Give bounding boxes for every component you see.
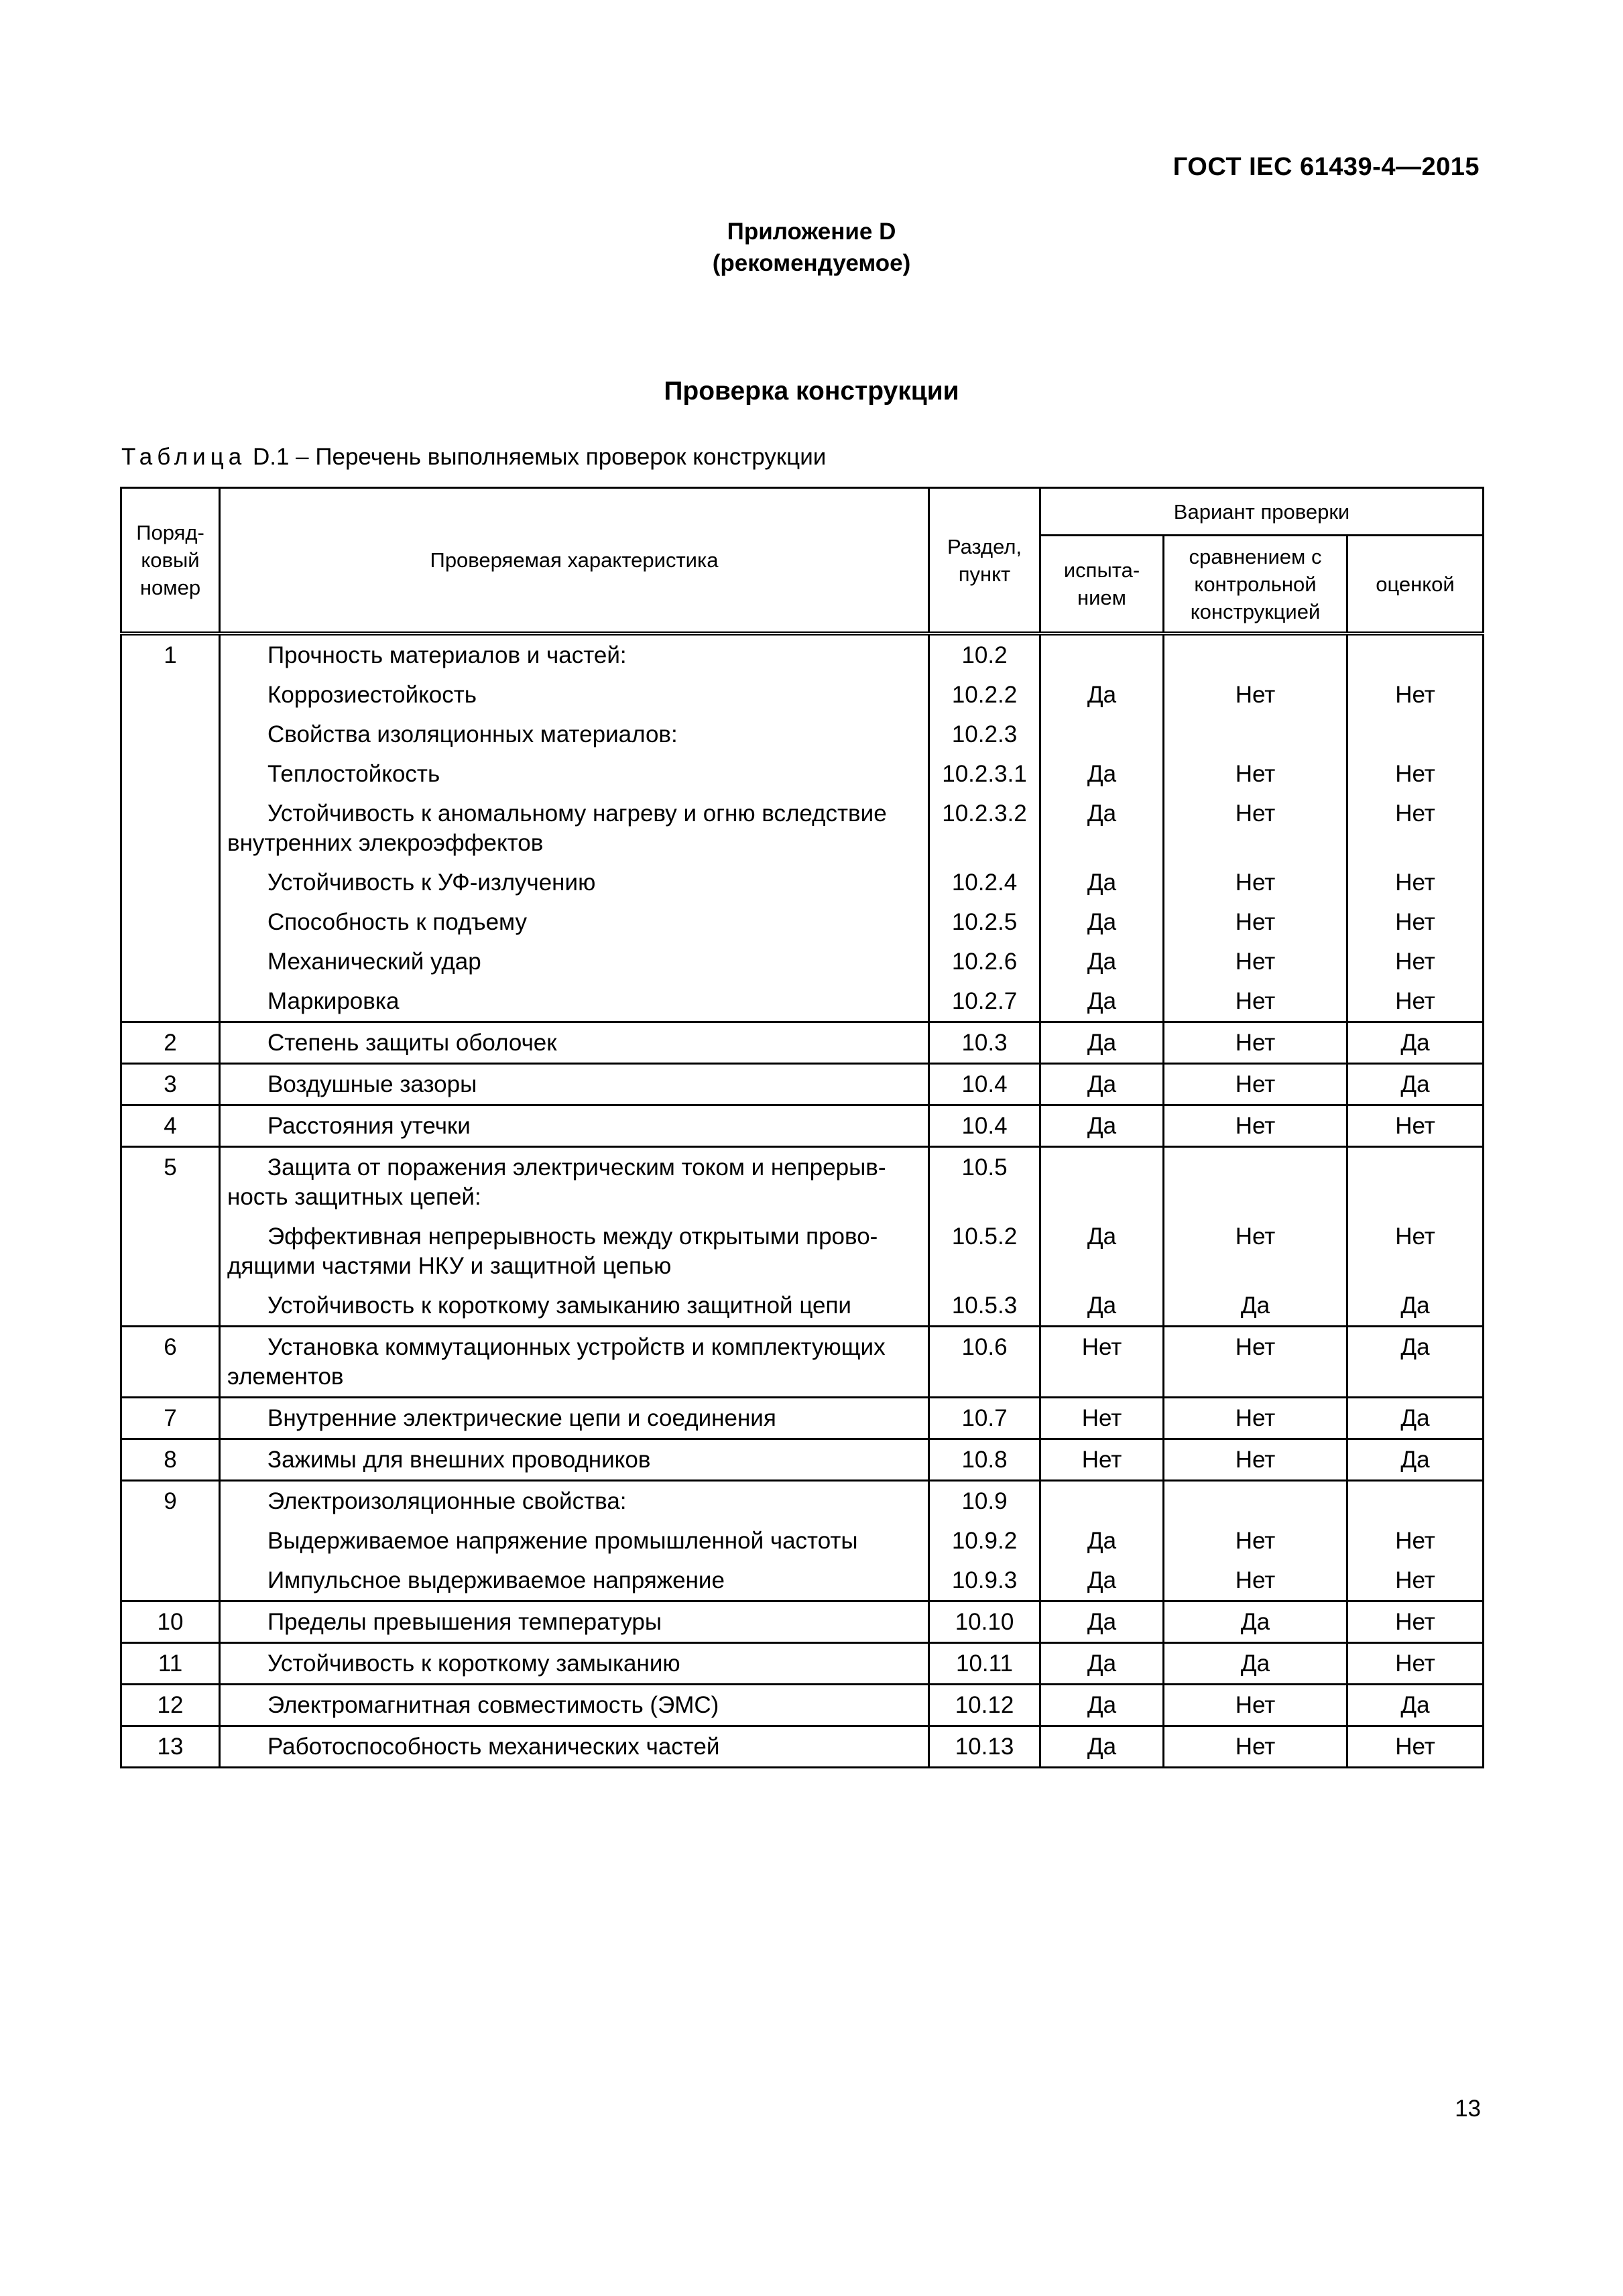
characteristic-cell: Механический удар xyxy=(220,942,929,981)
characteristic-cell: Маркировка xyxy=(220,981,929,1022)
table-row xyxy=(121,1439,1484,1481)
table-row xyxy=(121,794,1484,863)
header-by-test: испыта-нием xyxy=(1040,536,1164,634)
table-row xyxy=(121,1105,1484,1147)
by-test-cell: Нет xyxy=(1040,1327,1164,1398)
header-section: Раздел, пункт xyxy=(929,488,1040,634)
table-body xyxy=(121,633,1484,1768)
section-cell: 10.12 xyxy=(929,1685,1040,1726)
characteristic-cell: Зажимы для внешних проводников xyxy=(220,1439,929,1481)
section-cell: 10.4 xyxy=(929,1105,1040,1147)
by-test-cell xyxy=(1040,633,1164,675)
by-assessment-cell xyxy=(1347,633,1484,675)
by-comparison-cell: Да xyxy=(1164,1643,1347,1685)
table-row xyxy=(121,1602,1484,1643)
characteristic-cell: Устойчивость к аномальному нагреву и огню вследствие внутренних элекроэффектов xyxy=(220,794,929,863)
by-test-cell xyxy=(1040,1481,1164,1522)
table-row xyxy=(121,981,1484,1022)
by-comparison-cell: Нет xyxy=(1164,1521,1347,1561)
row-number: 9 xyxy=(121,1481,220,1602)
row-number: 2 xyxy=(121,1022,220,1064)
table-row xyxy=(121,1217,1484,1286)
by-assessment-cell: Нет xyxy=(1347,675,1484,715)
section-cell: 10.2.7 xyxy=(929,981,1040,1022)
table-row xyxy=(121,675,1484,715)
by-test-cell: Да xyxy=(1040,902,1164,942)
section-cell: 10.2.4 xyxy=(929,863,1040,902)
row-number: 4 xyxy=(121,1105,220,1147)
by-assessment-cell: Нет xyxy=(1347,1643,1484,1685)
by-test-cell: Да xyxy=(1040,1561,1164,1602)
characteristic-cell: Эффективная непрерывность между открытыми прово-дящими частями НКУ и защитной цепью xyxy=(220,1217,929,1286)
by-assessment-cell: Нет xyxy=(1347,1521,1484,1561)
section-title: Проверка конструкции xyxy=(664,377,959,406)
table-row xyxy=(121,715,1484,754)
verification-table xyxy=(120,487,1484,1768)
by-assessment-cell: Да xyxy=(1347,1327,1484,1398)
table-row xyxy=(121,1481,1484,1522)
by-comparison-cell: Нет xyxy=(1164,902,1347,942)
section-cell: 10.9.3 xyxy=(929,1561,1040,1602)
by-comparison-cell: Нет xyxy=(1164,794,1347,863)
row-number: 6 xyxy=(121,1327,220,1398)
table-row xyxy=(121,863,1484,902)
table-row xyxy=(121,942,1484,981)
section-cell: 10.2.3.1 xyxy=(929,754,1040,794)
by-test-cell xyxy=(1040,715,1164,754)
by-comparison-cell: Нет xyxy=(1164,1105,1347,1147)
by-comparison-cell: Нет xyxy=(1164,1439,1347,1481)
section-cell: 10.8 xyxy=(929,1439,1040,1481)
by-assessment-cell xyxy=(1347,1147,1484,1217)
annex-heading xyxy=(0,216,1623,279)
section-cell: 10.7 xyxy=(929,1398,1040,1439)
header-number: Поряд-ковый номер xyxy=(121,488,220,634)
by-test-cell: Да xyxy=(1040,1643,1164,1685)
by-comparison-cell xyxy=(1164,1481,1347,1522)
by-assessment-cell: Нет xyxy=(1347,863,1484,902)
by-assessment-cell xyxy=(1347,1481,1484,1522)
by-comparison-cell: Нет xyxy=(1164,754,1347,794)
by-test-cell: Да xyxy=(1040,1022,1164,1064)
document-code: ГОСТ IEC 61439-4—2015 xyxy=(1173,153,1480,181)
table-caption xyxy=(121,444,826,471)
row-number: 7 xyxy=(121,1398,220,1439)
characteristic-cell: Свойства изоляционных материалов: xyxy=(220,715,929,754)
characteristic-cell: Защита от поражения электрическим током и непрерыв-ность защитных цепей: xyxy=(220,1147,929,1217)
by-assessment-cell: Да xyxy=(1347,1439,1484,1481)
table-row xyxy=(121,1398,1484,1439)
by-assessment-cell: Нет xyxy=(1347,981,1484,1022)
by-comparison-cell: Нет xyxy=(1164,1685,1347,1726)
section-cell: 10.5 xyxy=(929,1147,1040,1217)
section-cell: 10.9 xyxy=(929,1481,1040,1522)
by-comparison-cell: Нет xyxy=(1164,863,1347,902)
table-row xyxy=(121,1022,1484,1064)
characteristic-cell: Устойчивость к короткому замыканию xyxy=(220,1643,929,1685)
by-assessment-cell: Нет xyxy=(1347,794,1484,863)
by-comparison-cell: Нет xyxy=(1164,675,1347,715)
by-assessment-cell: Да xyxy=(1347,1022,1484,1064)
section-cell: 10.3 xyxy=(929,1022,1040,1064)
by-test-cell: Нет xyxy=(1040,1398,1164,1439)
by-assessment-cell: Да xyxy=(1347,1286,1484,1327)
section-cell: 10.5.3 xyxy=(929,1286,1040,1327)
row-number: 12 xyxy=(121,1685,220,1726)
by-comparison-cell xyxy=(1164,1147,1347,1217)
page-number: 13 xyxy=(1455,2096,1481,2122)
by-comparison-cell: Нет xyxy=(1164,942,1347,981)
annex-title: Приложение D xyxy=(727,219,896,245)
by-assessment-cell: Нет xyxy=(1347,754,1484,794)
characteristic-cell: Устойчивость к УФ-излучению xyxy=(220,863,929,902)
section-cell: 10.2.6 xyxy=(929,942,1040,981)
characteristic-cell: Импульсное выдерживаемое напряжение xyxy=(220,1561,929,1602)
row-number: 11 xyxy=(121,1643,220,1685)
by-test-cell: Да xyxy=(1040,1602,1164,1643)
row-number: 8 xyxy=(121,1439,220,1481)
by-comparison-cell: Нет xyxy=(1164,981,1347,1022)
table-caption-text: D.1 – Перечень выполняемых проверок конструкции xyxy=(252,444,827,470)
by-assessment-cell: Да xyxy=(1347,1064,1484,1105)
by-comparison-cell: Нет xyxy=(1164,1398,1347,1439)
table-row xyxy=(121,1327,1484,1398)
characteristic-cell: Работоспособность механических частей xyxy=(220,1726,929,1768)
row-number: 10 xyxy=(121,1602,220,1643)
by-comparison-cell: Нет xyxy=(1164,1217,1347,1286)
by-assessment-cell: Да xyxy=(1347,1685,1484,1726)
section-cell: 10.6 xyxy=(929,1327,1040,1398)
section-cell: 10.2.2 xyxy=(929,675,1040,715)
table-row xyxy=(121,1643,1484,1685)
row-number: 5 xyxy=(121,1147,220,1327)
characteristic-cell: Электромагнитная совместимость (ЭМС) xyxy=(220,1685,929,1726)
by-comparison-cell: Нет xyxy=(1164,1064,1347,1105)
row-number: 13 xyxy=(121,1726,220,1768)
section-cell: 10.2.5 xyxy=(929,902,1040,942)
section-cell: 10.11 xyxy=(929,1643,1040,1685)
characteristic-cell: Установка коммутационных устройств и комплектующих элементов xyxy=(220,1327,929,1398)
by-test-cell: Да xyxy=(1040,863,1164,902)
by-assessment-cell: Нет xyxy=(1347,1105,1484,1147)
by-test-cell: Да xyxy=(1040,1726,1164,1768)
characteristic-cell: Теплостойкость xyxy=(220,754,929,794)
by-comparison-cell: Нет xyxy=(1164,1561,1347,1602)
table-row xyxy=(121,1561,1484,1602)
by-assessment-cell: Да xyxy=(1347,1398,1484,1439)
by-test-cell: Да xyxy=(1040,942,1164,981)
by-comparison-cell: Да xyxy=(1164,1286,1347,1327)
header-characteristic: Проверяемая характеристика xyxy=(220,488,929,634)
table-caption-label: Таблица xyxy=(121,444,247,470)
by-assessment-cell xyxy=(1347,715,1484,754)
section-cell: 10.5.2 xyxy=(929,1217,1040,1286)
characteristic-cell: Устойчивость к короткому замыканию защитной цепи xyxy=(220,1286,929,1327)
by-comparison-cell: Нет xyxy=(1164,1726,1347,1768)
by-test-cell: Нет xyxy=(1040,1439,1164,1481)
table-row xyxy=(121,633,1484,675)
by-assessment-cell: Нет xyxy=(1347,902,1484,942)
by-test-cell: Да xyxy=(1040,1105,1164,1147)
table-row xyxy=(121,1521,1484,1561)
characteristic-cell: Степень защиты оболочек xyxy=(220,1022,929,1064)
section-cell: 10.9.2 xyxy=(929,1521,1040,1561)
characteristic-cell: Способность к подъему xyxy=(220,902,929,942)
by-assessment-cell: Нет xyxy=(1347,942,1484,981)
characteristic-cell: Внутренние электрические цепи и соединения xyxy=(220,1398,929,1439)
row-number: 1 xyxy=(121,633,220,1022)
characteristic-cell: Воздушные зазоры xyxy=(220,1064,929,1105)
table-row xyxy=(121,1685,1484,1726)
annex-status: (рекомендуемое) xyxy=(712,250,911,276)
table-row xyxy=(121,902,1484,942)
by-test-cell: Да xyxy=(1040,1217,1164,1286)
table-row xyxy=(121,1726,1484,1768)
by-test-cell: Да xyxy=(1040,1521,1164,1561)
section-cell: 10.4 xyxy=(929,1064,1040,1105)
by-test-cell: Да xyxy=(1040,1685,1164,1726)
by-assessment-cell: Нет xyxy=(1347,1561,1484,1602)
table-row xyxy=(121,1147,1484,1217)
header-by-comparison: сравнением с контрольной конструкцией xyxy=(1164,536,1347,634)
section-cell: 10.10 xyxy=(929,1602,1040,1643)
table-row xyxy=(121,754,1484,794)
characteristic-cell: Пределы превышения температуры xyxy=(220,1602,929,1643)
table-row xyxy=(121,1286,1484,1327)
by-comparison-cell xyxy=(1164,715,1347,754)
by-test-cell: Да xyxy=(1040,1286,1164,1327)
section-cell: 10.13 xyxy=(929,1726,1040,1768)
by-comparison-cell: Нет xyxy=(1164,1022,1347,1064)
characteristic-cell: Электроизоляционные свойства: xyxy=(220,1481,929,1522)
by-comparison-cell xyxy=(1164,633,1347,675)
by-test-cell: Да xyxy=(1040,794,1164,863)
section-cell: 10.2.3.2 xyxy=(929,794,1040,863)
characteristic-cell: Коррозиестойкость xyxy=(220,675,929,715)
by-test-cell: Да xyxy=(1040,675,1164,715)
characteristic-cell: Расстояния утечки xyxy=(220,1105,929,1147)
by-assessment-cell: Нет xyxy=(1347,1726,1484,1768)
header-by-assessment: оценкой xyxy=(1347,536,1484,634)
row-number: 3 xyxy=(121,1064,220,1105)
section-cell: 10.2 xyxy=(929,633,1040,675)
by-comparison-cell: Да xyxy=(1164,1602,1347,1643)
header-variant: Вариант проверки xyxy=(1040,488,1484,536)
by-assessment-cell: Нет xyxy=(1347,1217,1484,1286)
characteristic-cell: Прочность материалов и частей: xyxy=(220,633,929,675)
by-test-cell: Да xyxy=(1040,754,1164,794)
table-row xyxy=(121,1064,1484,1105)
by-test-cell: Да xyxy=(1040,1064,1164,1105)
section-cell: 10.2.3 xyxy=(929,715,1040,754)
by-test-cell xyxy=(1040,1147,1164,1217)
by-assessment-cell: Нет xyxy=(1347,1602,1484,1643)
by-test-cell: Да xyxy=(1040,981,1164,1022)
characteristic-cell: Выдерживаемое напряжение промышленной частоты xyxy=(220,1521,929,1561)
by-comparison-cell: Нет xyxy=(1164,1327,1347,1398)
